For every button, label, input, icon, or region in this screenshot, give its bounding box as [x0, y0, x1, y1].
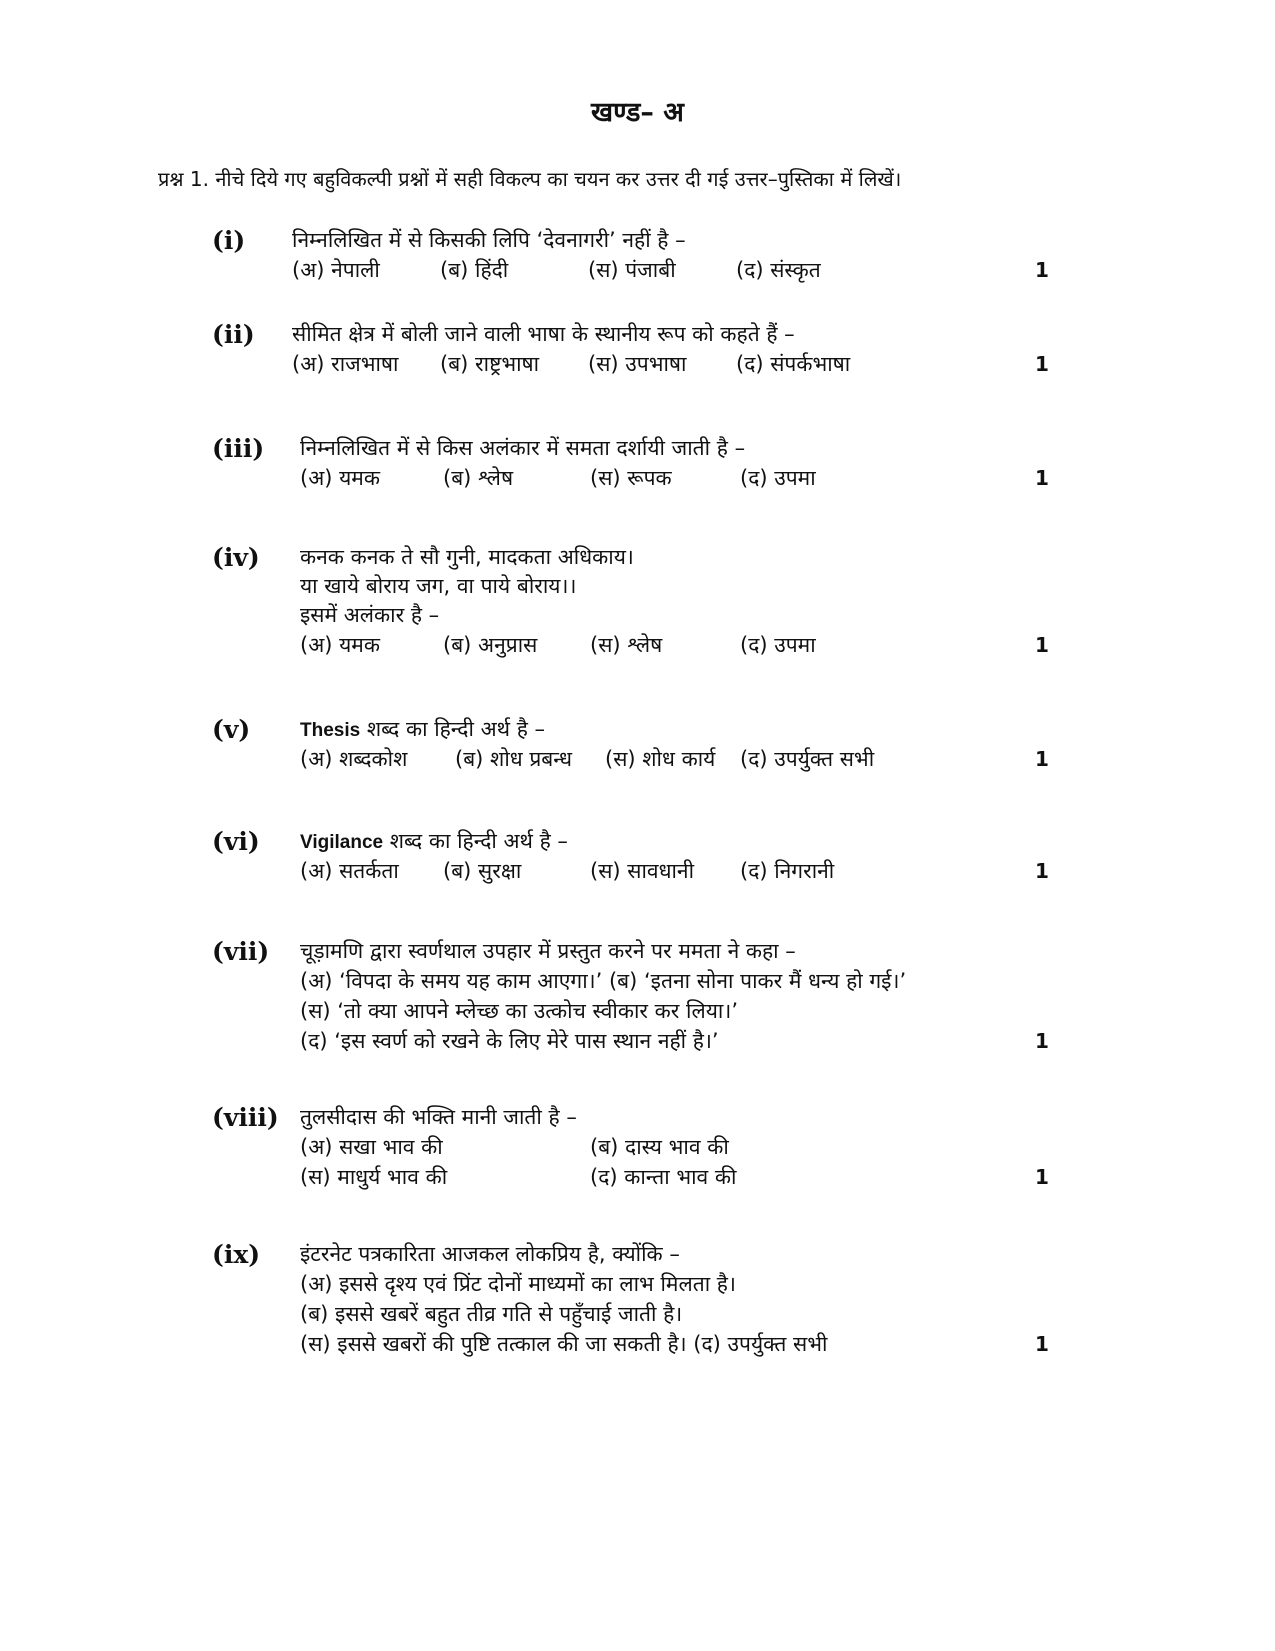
marks: 1 — [1035, 466, 1049, 490]
option-d: (द) उपमा — [740, 633, 816, 657]
question-text: निम्नलिखित में से किसकी लिपि ‘देवनागरी’ नहीं है – — [292, 228, 686, 252]
question-text — [300, 715, 545, 743]
english-term: Vigilance — [300, 832, 384, 853]
option-c: (स) पंजाबी — [588, 258, 676, 282]
question-prompt: इसमें अलंकार है – — [300, 603, 440, 627]
marks: 1 — [1035, 352, 1049, 376]
option-b: (ब) श्लेष — [443, 466, 514, 490]
option-b: (ब) अनुप्रास — [443, 633, 538, 657]
option-a: (अ) सतर्कता — [300, 859, 399, 883]
question-number: (ix) — [212, 1240, 261, 1269]
english-term: Thesis — [300, 720, 361, 741]
option-d: (द) संस्कृत — [736, 258, 821, 282]
verse-line-2: या खाये बोराय जग, वा पाये बोराय।। — [300, 574, 577, 598]
option-d: (द) निगरानी — [740, 859, 835, 883]
question-number: (iii) — [212, 434, 265, 463]
option-c: (स) सावधानी — [590, 859, 695, 883]
option-a-b: (अ) ‘विपदा के समय यह काम आएगा।’ (ब) ‘इतना सोना पाकर मैं धन्य हो गई।’ — [300, 969, 907, 993]
question-text: सीमित क्षेत्र में बोली जाने वाली भाषा के स्थानीय रूप को कहते हैं – — [292, 322, 795, 346]
marks: 1 — [1035, 747, 1049, 771]
question-text-hindi: शब्द का हिन्दी अर्थ है – — [383, 829, 568, 853]
option-b: (ब) राष्ट्रभाषा — [440, 352, 540, 376]
option-c-d: (स) इससे खबरों की पुष्टि तत्काल की जा सकती है। (द) उपर्युक्त सभी — [300, 1332, 828, 1356]
option-c: (स) ‘तो क्या आपने म्लेच्छ का उत्कोच स्वीकार कर लिया।’ — [300, 999, 738, 1023]
option-a: (अ) सखा भाव की — [300, 1135, 443, 1159]
option-d: (द) उपर्युक्त सभी — [740, 747, 875, 771]
question-text — [300, 827, 568, 855]
option-c: (स) उपभाषा — [588, 352, 687, 376]
option-b: (ब) हिंदी — [440, 258, 509, 282]
option-b: (ब) सुरक्षा — [443, 859, 522, 883]
option-b: (ब) शोध प्रबन्ध — [455, 747, 573, 771]
question-number: (vi) — [212, 827, 260, 856]
option-c: (स) श्लेष — [590, 633, 663, 657]
option-d: (द) उपमा — [740, 466, 816, 490]
marks: 1 — [1035, 1165, 1049, 1189]
marks: 1 — [1035, 258, 1049, 282]
question-number: (i) — [212, 226, 246, 255]
option-a: (अ) नेपाली — [292, 258, 380, 282]
question-number: (viii) — [212, 1103, 279, 1132]
section-title: खण्ड– अ — [591, 97, 684, 128]
question-number: (iv) — [212, 543, 260, 572]
option-a: (अ) शब्दकोश — [300, 747, 408, 771]
question-text: तुलसीदास की भक्ति मानी जाती है – — [300, 1105, 577, 1129]
question-number: (vii) — [212, 937, 270, 966]
option-a: (अ) यमक — [300, 633, 380, 657]
option-d: (द) ‘इस स्वर्ण को रखने के लिए मेरे पास स्थान नहीं है।’ — [300, 1029, 719, 1053]
option-d: (द) संपर्कभाषा — [736, 352, 851, 376]
marks: 1 — [1035, 1029, 1049, 1053]
option-a: (अ) राजभाषा — [292, 352, 399, 376]
option-a: (अ) यमक — [300, 466, 380, 490]
option-b: (ब) इससे खबरें बहुत तीव्र गति से पहुँचाई जाती है। — [300, 1302, 683, 1326]
option-d: (द) कान्ता भाव की — [590, 1165, 737, 1189]
option-c: (स) शोध कार्य — [605, 747, 716, 771]
marks: 1 — [1035, 1332, 1049, 1356]
instruction-text: प्रश्न 1. नीचे दिये गए बहुविकल्पी प्रश्नों में सही विकल्प का चयन कर उत्तर दी गई उत्तर–पुस्तिका में लिखें। — [158, 167, 902, 191]
option-a: (अ) इससे दृश्य एवं प्रिंट दोनों माध्यमों का लाभ मिलता है। — [300, 1272, 736, 1296]
option-c: (स) माधुर्य भाव की — [300, 1165, 448, 1189]
marks: 1 — [1035, 859, 1049, 883]
question-number: (ii) — [212, 320, 255, 349]
option-b: (ब) दास्य भाव की — [590, 1135, 729, 1159]
question-text-hindi: शब्द का हिन्दी अर्थ है – — [360, 717, 546, 741]
marks: 1 — [1035, 633, 1049, 657]
verse-line-1: कनक कनक ते सौ गुनी, मादकता अधिकाय। — [300, 545, 634, 569]
question-text: निम्नलिखित में से किस अलंकार में समता दर्शायी जाती है – — [300, 436, 746, 460]
question-text: चूड़ामणि द्वारा स्वर्णथाल उपहार में प्रस्तुत करने पर ममता ने कहा – — [300, 939, 796, 963]
question-text: इंटरनेट पत्रकारिता आजकल लोकप्रिय है, क्योंकि – — [300, 1242, 680, 1266]
option-c: (स) रूपक — [590, 466, 672, 490]
question-number: (v) — [212, 715, 251, 744]
